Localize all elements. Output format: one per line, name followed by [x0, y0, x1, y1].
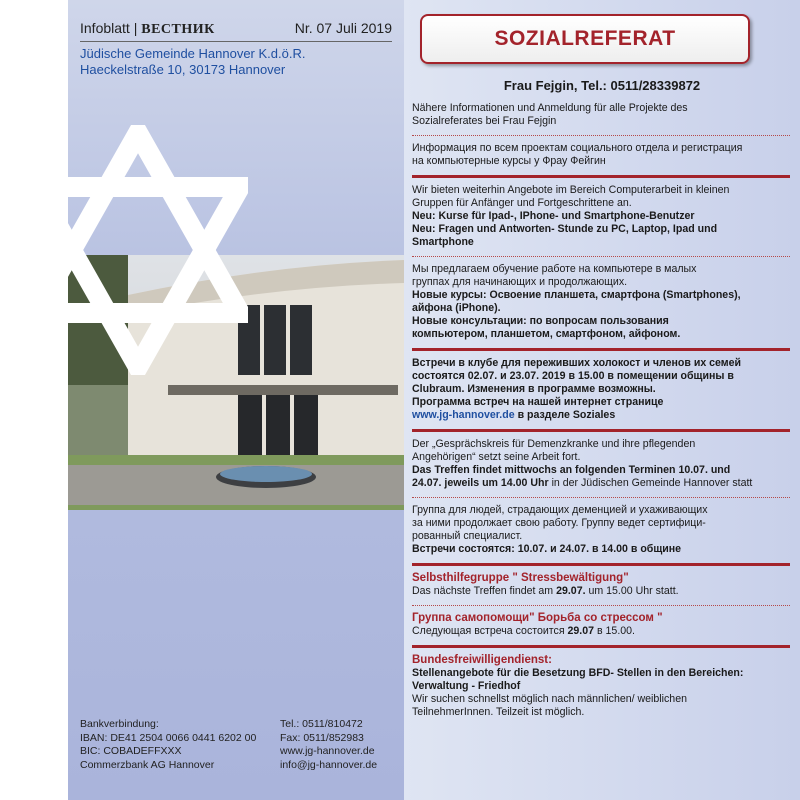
text-fragment: в 15.00. — [594, 625, 635, 637]
masthead — [80, 20, 392, 78]
text-line-bold: Verwaltung - Friedhof — [412, 680, 521, 692]
left-column — [68, 0, 404, 800]
text-line: Мы предлагаем обучение работе на компьютере в малых — [412, 263, 697, 275]
text-line: группах для начинающих и продолжающих. — [412, 276, 628, 288]
dotted-divider — [412, 497, 790, 498]
article-blocks — [412, 100, 790, 722]
text-line-bold: Stellenangebote für die Besetzung BFD- Stellen in den Bereichen: — [412, 667, 744, 679]
info-ru — [412, 140, 790, 171]
brand: Infoblatt | ВЕСТНИК — [80, 20, 215, 37]
text-line-bold: Встречи состоятся: 10.07. и 24.07. в 14.00 в общине — [412, 543, 682, 555]
dotted-divider — [412, 605, 790, 606]
org-name: Jüdische Gemeinde Hannover K.d.ö.R. — [80, 46, 306, 61]
contact-details — [280, 718, 377, 772]
stress-group-ru — [412, 610, 790, 641]
right-column — [404, 0, 800, 800]
brand-cyrillic: ВЕСТНИК — [141, 22, 215, 37]
text-fragment: Das nächste Treffen findet am — [412, 585, 557, 597]
red-divider — [412, 175, 790, 178]
red-divider — [412, 348, 790, 351]
text-line-bold: состоятся 02.07. и 23.07. 2019 в 15.00 в помещении общины в — [412, 370, 734, 382]
stress-group-de — [412, 570, 790, 601]
website-link[interactable]: www.jg-hannover.de — [412, 409, 515, 421]
text-fragment: в разделе Soziales — [514, 409, 616, 421]
contact-person: Frau Fejgin, Tel.: 0511/28339872 — [503, 78, 701, 93]
section-title: SOZIALREFERAT — [494, 27, 676, 50]
bank-name: Commerzbank AG Hannover — [80, 758, 215, 771]
computer-courses-ru — [412, 261, 790, 344]
text-line-bold: Новые курсы: Освоение планшета, смартфона (Smartphones), — [412, 289, 741, 301]
text-line: Der „Gesprächskreis für Demenzkranke und ihre pflegenden — [412, 438, 696, 450]
red-divider — [412, 429, 790, 432]
issue-number: Nr. 07 Juli 2019 — [294, 20, 392, 36]
contact-fax: Fax: 0511/852983 — [280, 731, 364, 744]
text-line-bold: Das Treffen findet mittwochs an folgenden Terminen 10.07. und — [412, 464, 731, 476]
info-de — [412, 100, 790, 131]
masthead-rule — [80, 41, 392, 42]
contact-phone: Tel.: 0511/810472 — [280, 718, 363, 730]
block-heading: Группа самопомощи" Борьба со стрессом " — [412, 612, 663, 624]
text-line: на компьютерные курсы у Фрау Фейгин — [412, 155, 606, 167]
computer-courses-de — [412, 182, 790, 252]
text-line — [412, 625, 790, 638]
text-fragment: Следующая встреча состоится — [412, 625, 568, 637]
text-line-bold — [412, 409, 790, 422]
text-line: TeilnehmerInnen. Teilzeit ist möglich. — [412, 706, 585, 718]
text-line: Angehörigen“ setzt seine Arbeit fort. — [412, 451, 581, 463]
text-line — [412, 477, 790, 490]
volunteer-service — [412, 652, 790, 722]
text-line: Wir suchen schnellst möglich nach männlichen/ weiblichen — [412, 693, 687, 705]
text-fragment-bold: 29.07. — [556, 585, 586, 597]
text-line-bold: компьютером, планшетом, смартфоном, айфоном. — [412, 328, 681, 340]
red-divider — [412, 563, 790, 566]
text-line-bold: Neu: Fragen und Antworten- Stunde zu PC, Laptop, Ipad und — [412, 223, 718, 235]
text-line: Группа для людей, страдающих деменцией и ухаживающих — [412, 504, 708, 516]
bank-details — [80, 718, 256, 772]
text-fragment: um 15.00 Uhr statt. — [585, 585, 679, 597]
text-line: рованный специалист. — [412, 530, 523, 542]
text-line: за ними продолжает свою работу. Группу ведет сертифици- — [412, 517, 706, 529]
text-line-bold: Встречи в клубе для переживших холокост и членов их семей — [412, 357, 742, 369]
club-meetings-ru — [412, 355, 790, 425]
block-heading: Selbsthilfegruppe " Stressbewältigung" — [412, 572, 629, 584]
contact-website-link[interactable]: www.jg-hannover.de — [280, 745, 375, 757]
contact-email-link[interactable]: info@jg-hannover.de — [280, 758, 378, 771]
text-line-bold: айфона (iPhone). — [412, 302, 501, 314]
text-line-bold: Smartphone — [412, 236, 474, 248]
bank-label: Bankverbindung: — [80, 718, 159, 730]
red-divider — [412, 645, 790, 648]
text-line: Wir bieten weiterhin Angebote im Bereich Computerarbeit in kleinen — [412, 184, 730, 196]
text-line-bold: Программа встреч на нашей интернет странице — [412, 396, 664, 408]
text-fragment-bold: 29.07 — [567, 625, 595, 637]
text-line: Sozialreferates bei Frau Fejgin — [412, 115, 557, 127]
text-line: Информация по всем проектам социального отдела и регистрация — [412, 142, 743, 154]
section-title-box — [420, 14, 750, 64]
text-line: Gruppen für Anfänger und Fortgeschrittene an. — [412, 197, 632, 209]
dementia-group-ru — [412, 502, 790, 559]
star-of-david-icon — [68, 125, 248, 375]
text-line: Nähere Informationen und Anmeldung für alle Projekte des — [412, 102, 688, 114]
text-line — [412, 585, 790, 598]
text-fragment: in der Jüdischen Gemeinde Hannover statt — [548, 477, 753, 489]
bank-bic: BIC: COBADEFFXXX — [80, 745, 182, 757]
text-line-bold: Новые консультации: по вопросам пользования — [412, 315, 669, 327]
brand-latin: Infoblatt — [80, 20, 130, 36]
text-line-bold: Neu: Kurse für Ipad-, IPhone- und Smartphone-Benutzer — [412, 210, 695, 222]
text-fragment-bold: 24.07. jeweils um 14.00 Uhr — [412, 477, 549, 489]
dementia-group-de — [412, 436, 790, 493]
text-line-bold: Clubraum. Изменения в программе возможны. — [412, 383, 656, 395]
org-address: Haeckelstraße 10, 30173 Hannover — [80, 62, 286, 77]
dotted-divider — [412, 256, 790, 257]
bank-iban: IBAN: DE41 2504 0066 0441 6202 00 — [80, 731, 257, 744]
block-heading: Bundesfreiwilligendienst: — [412, 654, 552, 666]
dotted-divider — [412, 135, 790, 136]
